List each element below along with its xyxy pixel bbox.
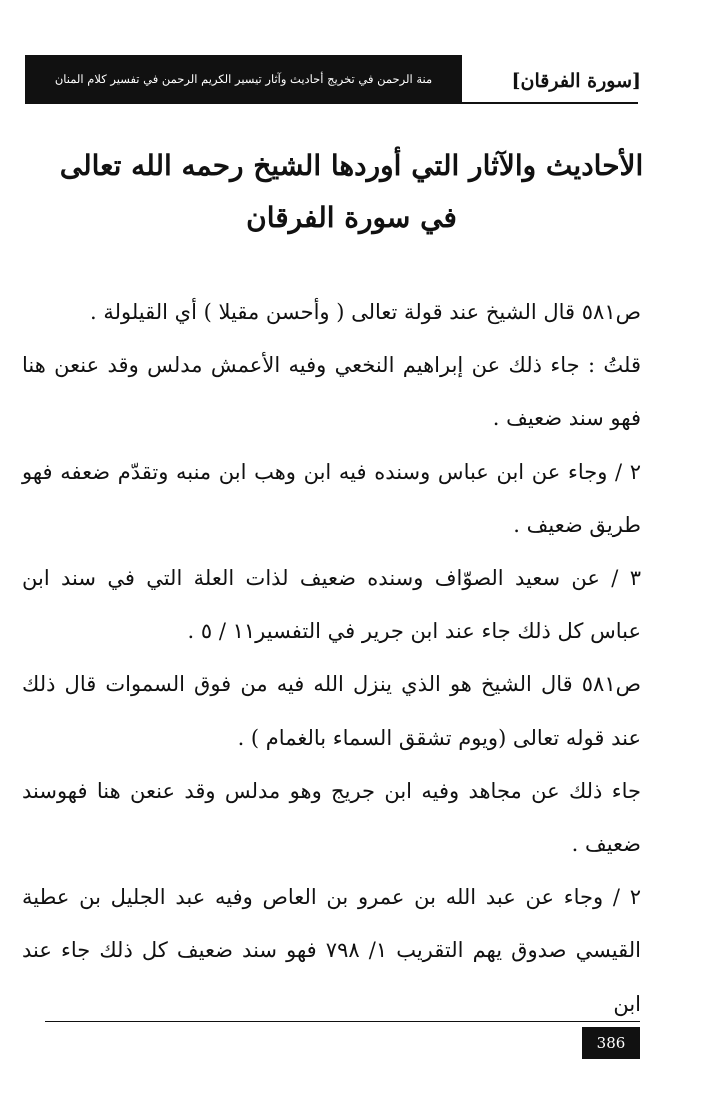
section-title-line-2: في سورة الفرقان [246, 201, 457, 234]
paragraph-2: قلتُ : جاء ذلك عن إبراهيم النخعي وفيه الأعمش مدلس وقد عنعن هنا فهو سند ضعيف . [22, 353, 641, 431]
footer-divider [45, 1021, 640, 1022]
header-divider [25, 102, 638, 104]
paragraph-6: جاء ذلك عن مجاهد وفيه ابن جريج وهو مدلس وقد عنعن هنا فهوسند ضعيف . [22, 778, 641, 857]
page-number-box [582, 1027, 640, 1059]
book-title-text: منة الرحمن في تخريج أحاديث وآثار تيسير الكريم الرحمن في تفسير كلام المنان [54, 72, 433, 86]
body-text [22, 286, 641, 1031]
running-header-surah: [سورة الفرقان] [511, 70, 641, 92]
paragraph-3: ٢ / وجاء عن ابن عباس وسنده فيه ابن وهب ابن منبه وتقدّم ضعفه فهو طريق ضعيف . [22, 459, 641, 537]
section-title-line-1: الأحاديث والآثار التي أوردها الشيخ رحمه الله تعالى [59, 149, 644, 182]
paragraph-5: ص٥٨١ قال الشيخ هو الذي ينزل الله فيه من فوق السموات قال ذلك عند قوله تعالى (ويوم تشقق السماء بالغمام ) . [22, 672, 641, 750]
paragraph-1: ص٥٨١ قال الشيخ عند قولة تعالى ( وأحسن مقيلا ) أي القيلولة . [89, 300, 641, 324]
paragraph-4: ٣ / عن سعيد الصوّاف وسنده ضعيف لذات العلة التي في سند ابن عباس كل ذلك جاء عند ابن جرير في التفسير١١ / ٥ . [22, 566, 641, 644]
section-title [40, 140, 663, 244]
running-header-book-title [25, 55, 462, 103]
paragraph-7: ٢ / وجاء عن عبد الله بن عمرو بن العاص وفيه عبد الجليل بن عطية القيسي صدوق يهم التقريب ١/ ٧٩٨ فهو سند ضعيف كل ذلك جاء عند ابن [22, 885, 641, 1016]
page-number: 386 [596, 1034, 626, 1052]
